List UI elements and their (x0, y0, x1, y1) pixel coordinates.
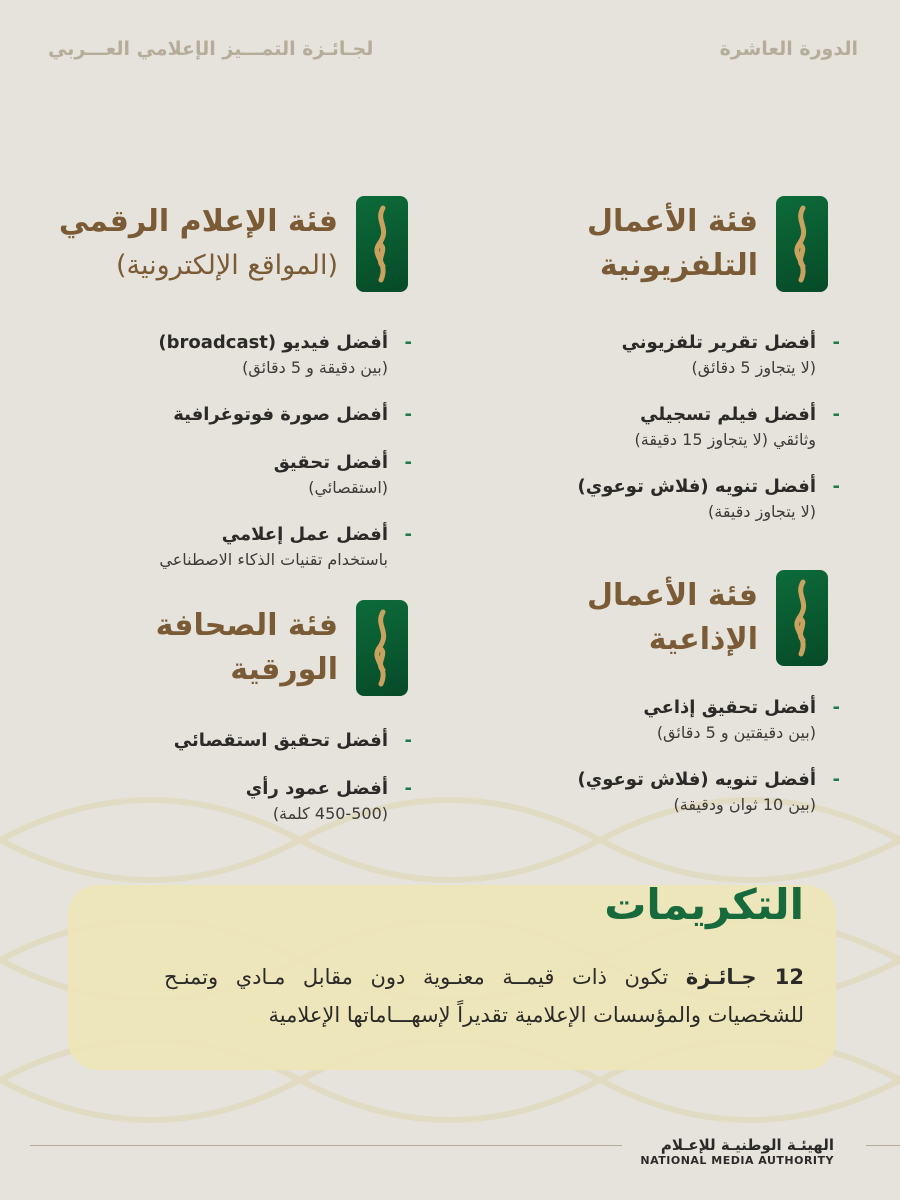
category-digital-title-line2: (المواقع الإلكترونية) (116, 250, 338, 281)
award-logo-icon (356, 196, 408, 292)
category-digital-list (32, 330, 412, 594)
honors-title: التكريمات (604, 880, 804, 929)
list-item: - أفضل تقرير تلفزيوني (لا يتجاوز 5 دقائق) (621, 332, 840, 377)
category-tv-title-line1: فئة الأعمال (586, 204, 758, 239)
list-item: - أفضل تحقيق استقصائي (173, 730, 412, 751)
footer-divider (866, 1145, 900, 1146)
list-item: - أفضل فيلم تسجيلي وثائقي (لا يتجاوز 15 دقيقة) (634, 404, 840, 449)
list-item: - أفضل تنويه (فلاش توعوي) (لا يتجاوز دقيقة) (577, 476, 840, 521)
footer-brand-arabic: الهيئـة الوطنيـة للإعـلام (660, 1136, 834, 1154)
category-radio-title-line1: فئة الأعمال (586, 578, 758, 613)
category-press-title-line2: الورقية (230, 652, 338, 687)
category-digital-header (59, 196, 408, 292)
footer-divider (30, 1145, 622, 1146)
award-logo-icon (776, 196, 828, 292)
category-radio-title-line2: الإذاعية (648, 622, 758, 657)
honors-description: تكون ذات قيمــة معنـوية دون مقابل مـادي وتمنـح للشخصيات والمؤسسات الإعلامية تقديراً لإسهـــاماتها الإعلامية (164, 965, 804, 1027)
edition-label: الدورة العاشرة (719, 38, 858, 60)
footer-logo (640, 1136, 834, 1167)
category-tv-header (587, 196, 828, 292)
list-item: - أفضل صورة فوتوغرافية (173, 404, 412, 425)
category-press-title-line1: فئة الصحافة (155, 608, 338, 643)
award-logo-icon (356, 600, 408, 696)
footer-brand-english: NATIONAL MEDIA AUTHORITY (640, 1154, 834, 1167)
list-item: - أفضل عمود رأي (450-500 كلمة) (245, 778, 412, 823)
list-item: - أفضل تنويه (فلاش توعوي) (بين 10 ثوان ودقيقة) (577, 769, 840, 814)
list-item: - أفضل فيديو (broadcast) (بين دقيقة و 5 دقائق) (158, 332, 412, 377)
category-radio-header (587, 570, 828, 666)
category-press-header (156, 600, 408, 696)
category-tv-list (500, 330, 840, 546)
award-logo-icon (776, 570, 828, 666)
honors-count: 12 جـائـزة (685, 965, 804, 989)
category-digital-title-line1: فئة الإعلام الرقمي (58, 204, 338, 239)
honors-text (164, 958, 804, 1034)
category-tv-title-line2: التلفزيونية (599, 248, 758, 283)
award-name: لجـائـزة التمـــيز الإعلامي العـــربي (48, 38, 374, 60)
category-press-list (72, 728, 412, 848)
list-item: - أفضل عمل إعلامي باستخدام تقنيات الذكاء الاصطناعي (159, 524, 412, 569)
list-item: - أفضل تحقيق (استقصائي) (273, 452, 412, 497)
category-radio-list (500, 695, 840, 839)
list-item: - أفضل تحقيق إذاعي (بين دقيقتين و 5 دقائق) (643, 697, 840, 742)
